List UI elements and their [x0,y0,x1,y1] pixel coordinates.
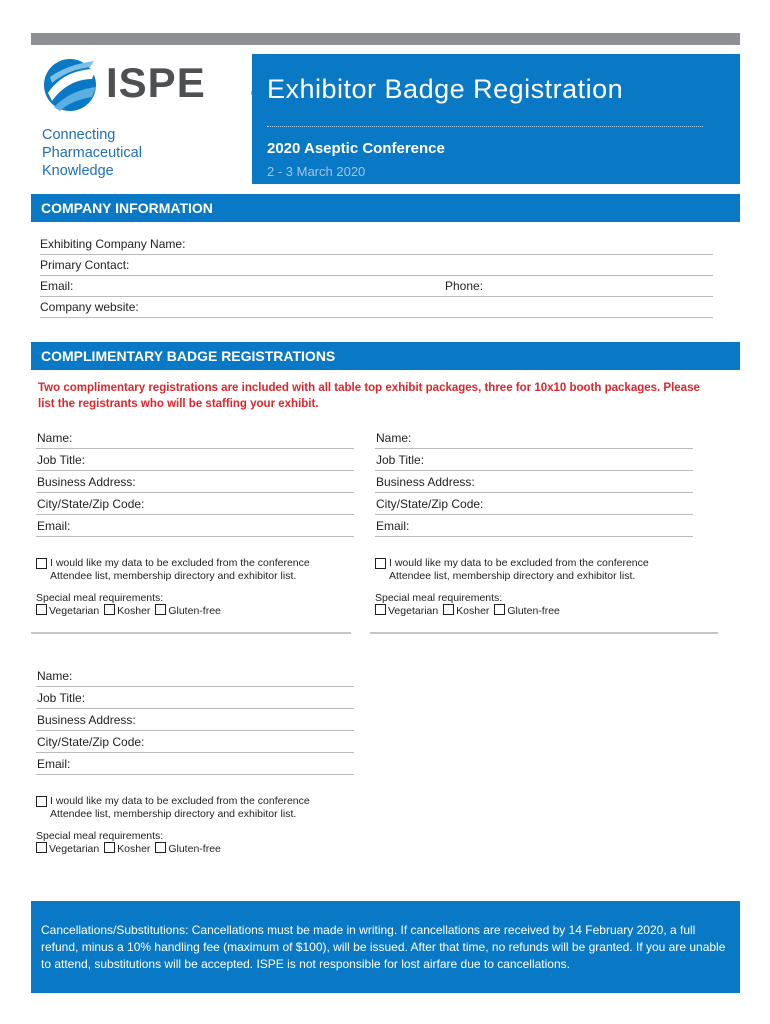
job-title-label: Job Title: [376,453,425,467]
cancellation-policy [31,901,740,993]
exclude-data-text-2: Attendee list, membership directory and exhibitor list. [389,570,636,582]
city-state-zip-field[interactable] [36,731,354,753]
registrant-block-2 [375,427,693,618]
gluten-free-label: Gluten-free [168,843,221,855]
business-address-label: Business Address: [376,475,475,489]
exclude-data-checkbox[interactable] [36,796,47,807]
exclude-data-text: I would like my data to be excluded from the conference [389,557,649,569]
vegetarian-label: Vegetarian [49,605,100,617]
business-address-label: Business Address: [37,713,136,727]
job-title-label: Job Title: [37,691,86,705]
ispe-logo [40,55,240,115]
tagline-line: Knowledge [42,163,114,179]
company-website-label: Company website: [40,300,139,314]
exclude-data-option [36,557,354,583]
city-state-zip-label: City/State/Zip Code: [37,497,145,511]
business-address-field[interactable] [375,471,693,493]
name-label: Name: [37,431,73,445]
email-label: Email: [37,757,71,771]
gluten-free-checkbox[interactable] [494,604,505,615]
gluten-free-label: Gluten-free [507,605,560,617]
email-field[interactable] [36,753,354,775]
badge-section-heading: COMPLIMENTARY BADGE REGISTRATIONS [31,342,740,370]
company-name-label: Exhibiting Company Name: [40,237,186,251]
registrant-block-3 [36,665,354,856]
job-title-field[interactable] [36,449,354,471]
kosher-label: Kosher [456,605,490,617]
meal-options [36,604,354,618]
city-state-zip-field[interactable] [36,493,354,515]
gluten-free-label: Gluten-free [168,605,221,617]
exclude-data-option [36,795,354,821]
meal-requirements-label: Special meal requirements: [375,592,503,604]
exclude-data-option [375,557,693,583]
top-rule [31,33,740,45]
exclude-data-checkbox[interactable] [375,558,386,569]
block-divider [370,632,718,634]
name-field[interactable] [36,427,354,449]
kosher-label: Kosher [117,605,151,617]
meal-options [375,604,693,618]
block-divider [31,632,351,634]
city-state-zip-field[interactable] [375,493,693,515]
page-title: Exhibitor Badge Registration [267,74,624,104]
exclude-data-checkbox[interactable] [36,558,47,569]
exclude-data-text: I would like my data to be excluded from the conference [50,795,310,807]
business-address-label: Business Address: [37,475,136,489]
tagline-line: Pharmaceutical [42,145,142,161]
email-label: Email: [376,519,410,533]
phone-label: Phone: [445,279,484,293]
company-website-field[interactable] [40,297,713,318]
name-field[interactable] [36,665,354,687]
name-field[interactable] [375,427,693,449]
kosher-checkbox[interactable] [104,842,115,853]
company-section-heading: COMPANY INFORMATION [31,194,740,222]
business-address-field[interactable] [36,471,354,493]
registrant-block-1 [36,427,354,618]
city-state-zip-label: City/State/Zip Code: [37,735,145,749]
vegetarian-checkbox[interactable] [36,842,47,853]
conference-name: 2020 Aseptic Conference [267,140,445,157]
tagline-line: Connecting [42,127,116,143]
job-title-field[interactable] [36,687,354,709]
tagline [42,126,242,180]
meal-requirements-label: Special meal requirements: [36,592,164,604]
name-label: Name: [37,669,73,683]
gluten-free-checkbox[interactable] [155,604,166,615]
exclude-data-text-2: Attendee list, membership directory and exhibitor list. [50,808,297,820]
business-address-field[interactable] [36,709,354,731]
email-label: Email: [37,519,71,533]
primary-contact-label: Primary Contact: [40,258,130,272]
kosher-checkbox[interactable] [104,604,115,615]
conference-dates: 2 - 3 March 2020 [267,164,366,179]
vegetarian-label: Vegetarian [388,605,439,617]
meal-options [36,842,354,856]
kosher-checkbox[interactable] [443,604,454,615]
job-title-field[interactable] [375,449,693,471]
email-field[interactable] [375,515,693,537]
company-name-field[interactable] [40,234,713,255]
vegetarian-label: Vegetarian [49,843,100,855]
header-banner [252,54,740,184]
exclude-data-text: I would like my data to be excluded from the conference [50,557,310,569]
cancellation-text: Cancellations/Substitutions: Cancellations must be made in writing. If cancellations are received by 14 February 2020, a full refund, minus a 10% handling fee (maximum of $100), will be issued. After that time, no refunds will be granted. If you are unable to attend, substitutions will be accepted. ISPE is not responsible for lost airfare due to cancellations. [41,923,726,971]
brand-name: ISPE [106,59,206,106]
kosher-label: Kosher [117,843,151,855]
vegetarian-checkbox[interactable] [36,604,47,615]
email-field[interactable] [36,515,354,537]
vegetarian-checkbox[interactable] [375,604,386,615]
dotted-divider [267,126,703,127]
meal-requirements-label: Special meal requirements: [36,830,164,842]
company-email-label: Email: [40,279,74,293]
email-phone-row[interactable] [40,276,713,297]
gluten-free-checkbox[interactable] [155,842,166,853]
job-title-label: Job Title: [37,453,86,467]
exclude-data-text-2: Attendee list, membership directory and exhibitor list. [50,570,297,582]
primary-contact-field[interactable] [40,255,713,276]
name-label: Name: [376,431,412,445]
complimentary-note: Two complimentary registrations are included with all table top exhibit packages, three for 10x10 booth packages. Please list the registrants who will be staffing your exhibit. [38,382,700,410]
globe-logo-icon [40,55,100,115]
city-state-zip-label: City/State/Zip Code: [376,497,484,511]
